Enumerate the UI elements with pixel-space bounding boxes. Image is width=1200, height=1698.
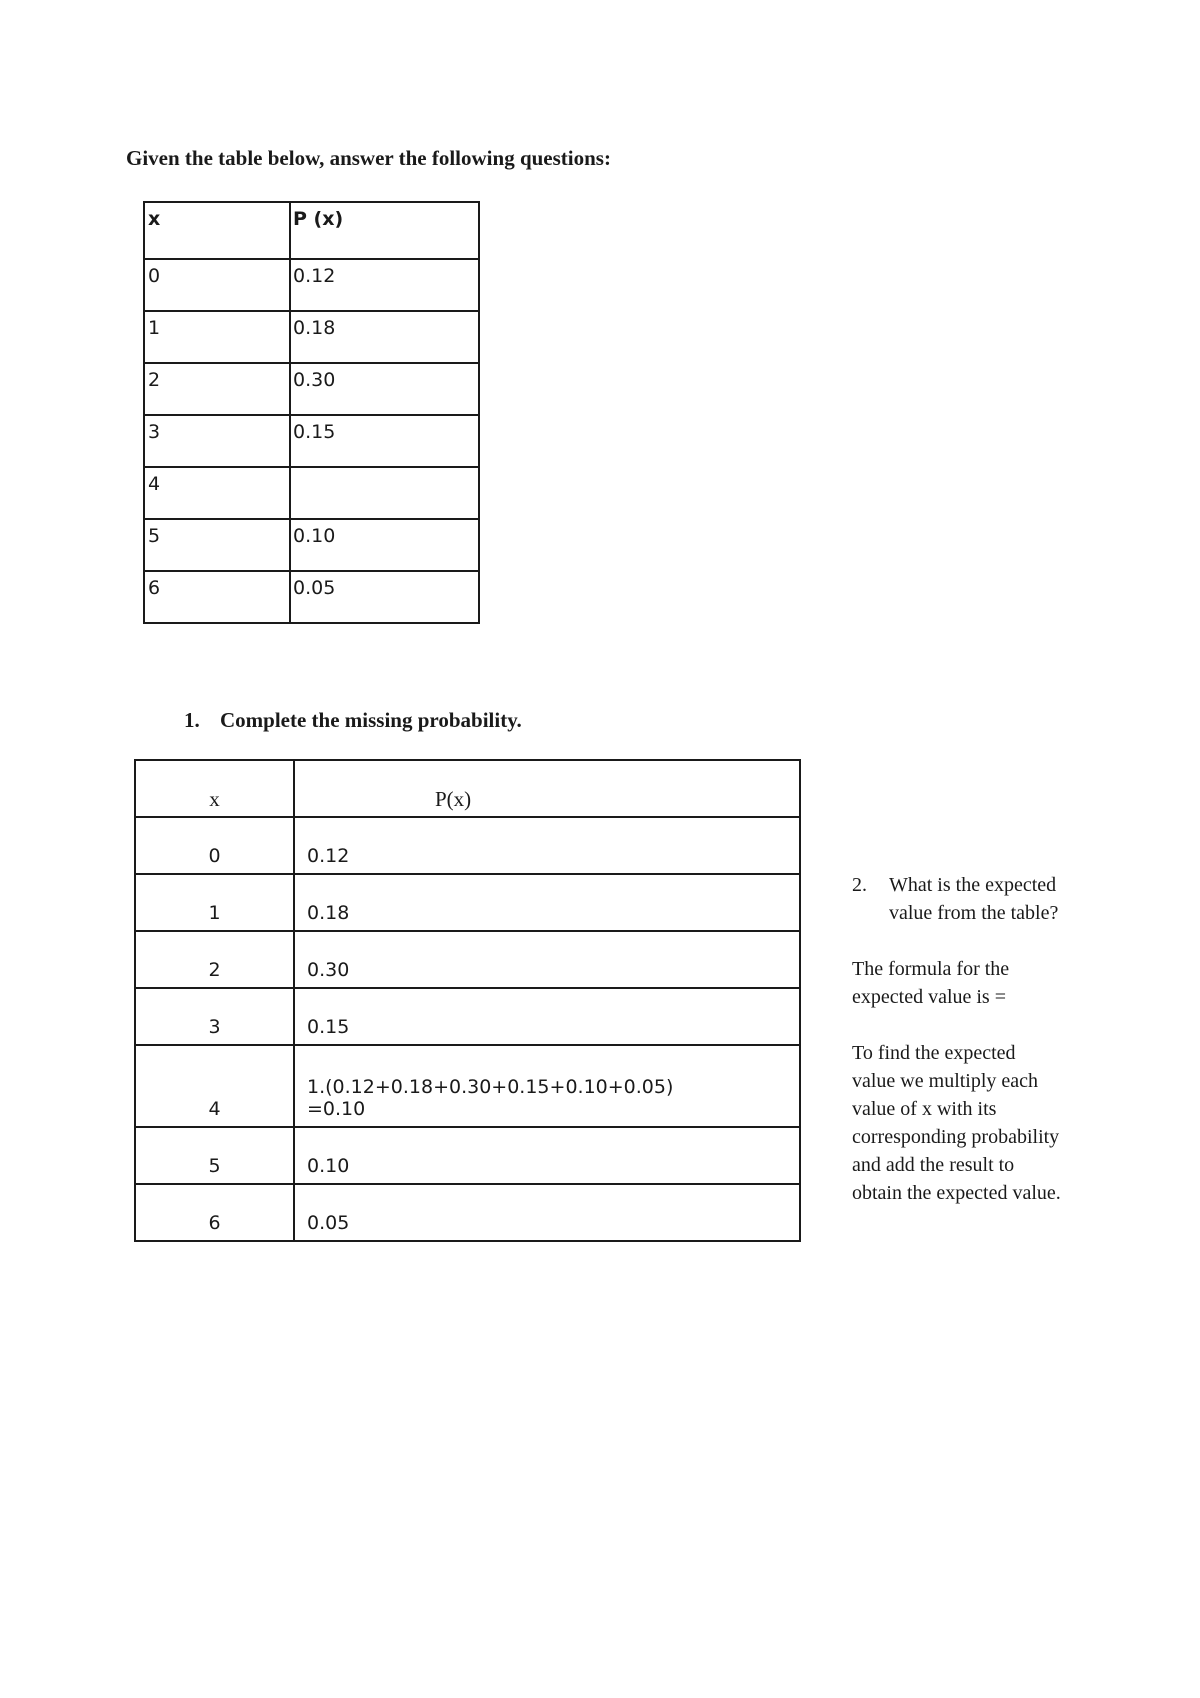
probability-cell: 0.30	[290, 363, 479, 415]
x-cell: 2	[135, 931, 294, 988]
x-cell: 0	[144, 259, 290, 311]
side-notes	[852, 871, 1062, 1207]
probability-cell: 0.18	[290, 311, 479, 363]
x-cell: 1	[144, 311, 290, 363]
table-row	[135, 931, 800, 988]
x-cell: 5	[135, 1127, 294, 1184]
table-row	[135, 1184, 800, 1241]
calculation-result: =0.10	[307, 1098, 366, 1120]
probability-cell: 0.30	[294, 931, 800, 988]
table-row	[144, 311, 479, 363]
table-row	[144, 259, 479, 311]
table-row	[144, 363, 479, 415]
probability-cell: 0.15	[290, 415, 479, 467]
table-header-row	[144, 202, 479, 259]
calculation-expression: 1.(0.12+0.18+0.30+0.15+0.10+0.05)	[307, 1076, 674, 1098]
x-cell: 4	[135, 1045, 294, 1127]
table-row	[144, 571, 479, 623]
x-cell: 0	[135, 817, 294, 874]
table-row	[144, 519, 479, 571]
question-2-text: What is the expected value from the table?	[889, 874, 1059, 924]
x-cell: 1	[135, 874, 294, 931]
table-row	[135, 874, 800, 931]
column-header-x: x	[144, 202, 290, 259]
table-row	[135, 988, 800, 1045]
intro-heading: Given the table below, answer the following questions:	[126, 146, 611, 170]
question-1-text: Complete the missing probability.	[220, 708, 522, 732]
formula-text: The formula for the expected value is =	[852, 958, 1010, 1008]
column-header-x: x	[135, 760, 294, 817]
question-2	[852, 871, 1062, 927]
table-row	[135, 1045, 800, 1127]
probability-cell: 0.10	[290, 519, 479, 571]
x-cell: 5	[144, 519, 290, 571]
probability-cell: 0.10	[294, 1127, 800, 1184]
table-header-row	[135, 760, 800, 817]
x-cell: 2	[144, 363, 290, 415]
table-row	[135, 817, 800, 874]
x-cell: 4	[144, 467, 290, 519]
probability-cell: 0.12	[294, 817, 800, 874]
table-row	[135, 1127, 800, 1184]
probability-cell: 0.18	[294, 874, 800, 931]
missing-probability-cell	[290, 467, 479, 519]
x-cell: 3	[144, 415, 290, 467]
x-cell: 6	[135, 1184, 294, 1241]
probability-cell: 0.15	[294, 988, 800, 1045]
x-cell: 3	[135, 988, 294, 1045]
column-header-px: P(x)	[294, 760, 800, 817]
table-row	[144, 415, 479, 467]
question-2-number: 2.	[852, 874, 867, 896]
probability-table-original	[143, 201, 480, 624]
probability-cell: 0.05	[294, 1184, 800, 1241]
probability-cell: 0.12	[290, 259, 479, 311]
explanation-text: To find the expected value we multiply each value of x with its corresponding probability and add the result to obtain the expected value.	[852, 1042, 1061, 1204]
question-1	[184, 708, 522, 733]
probability-cell: 0.05	[290, 571, 479, 623]
x-cell: 6	[144, 571, 290, 623]
probability-table-completed	[134, 759, 801, 1242]
calculated-probability-cell	[294, 1045, 800, 1127]
column-header-px: P (x)	[290, 202, 479, 259]
question-1-number: 1.	[184, 708, 200, 732]
table-row	[144, 467, 479, 519]
